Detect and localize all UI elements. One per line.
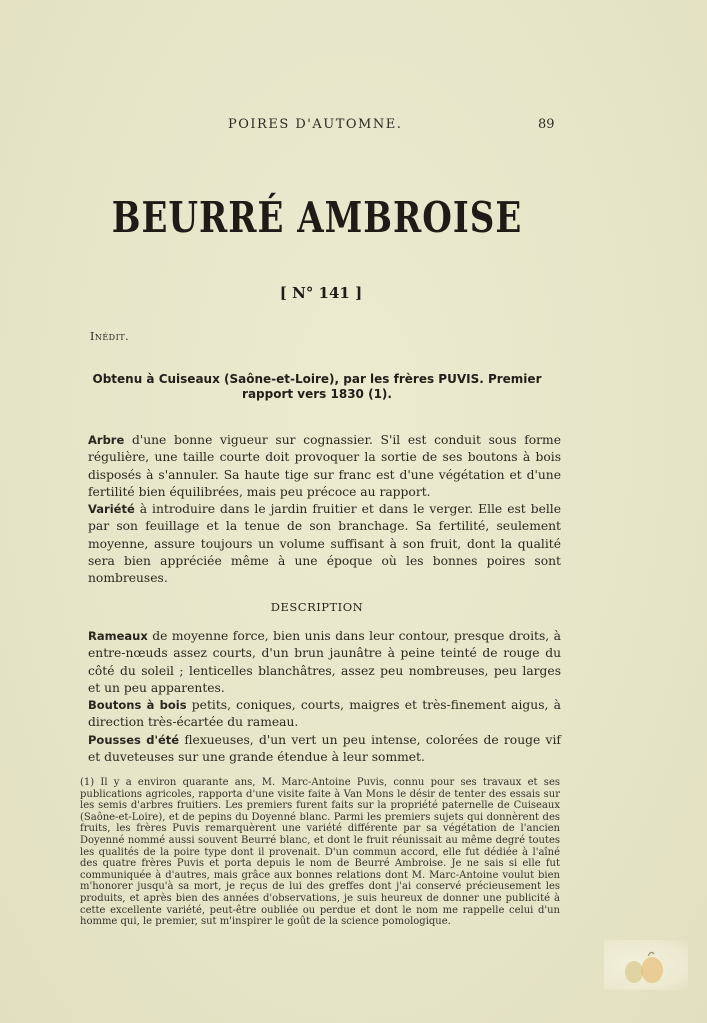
obtention-note: Obtenu à Cuiseaux (Saône-et-Loire), par les frères PUVIS. Premier rapport vers 1830 (1). [92,372,542,401]
page-number: 89 [538,117,555,132]
paragraph-pousses [88,732,561,767]
variety-number: [ N° 141 ] [279,284,363,302]
paragraph-text: d'une bonne vigueur sur cognassier. S'il est conduit sous forme régulière, une taille courte doit provoquer la sortie de ses boutons à bois disposés à s'annuler. Sa haute tige sur franc est d'une végétation et d'une fertilité bien équilibrées, mais peu précoce au rapport. [88,433,561,499]
lead-word: Variété [88,502,135,516]
paragraph-text: flexueuses, d'un vert un peu intense, colorées de rouge vif et duveteuses sur une grande étendue à leur sommet. [88,733,561,765]
paragraph-text: à introduire dans le jardin fruitier et dans le verger. Elle est belle par son feuillage et la tenue de son branchage. Sa fertilité, seulement moyenne, assure toujours un volume suffisant à son fruit, dont la qualité sera bien appréciée même à une époque où les bonnes poires sont nombreuses. [88,502,561,586]
paragraph-text: de moyenne force, bien unis dans leur contour, presque droits, à entre-nœuds assez courts, d'un brun jaunâtre à peine teinté de rouge du côté du soleil ; lenticelles blanchâtres, assez peu nombreuses, peu larges et un peu apparentes. [88,629,561,695]
running-title: POIRES D'AUTOMNE. [228,117,403,132]
running-header [0,117,707,137]
paragraph-rameaux [88,628,561,697]
footnote: (1) Il y a environ quarante ans, M. Marc-Antoine Puvis, connu pour ses travaux et ses publications agricoles, rapporta d'une visite faite à Van Mons le désir de tenter des essais sur les semis d'arbres fruitiers. Les premiers furent faits sur la propriété paternelle de Cuiseaux (Saône-et-Loire), et de pepins du Doyenné blanc. Parmi les premiers sujets qui donnèrent des fruits, les frères Puvis remarquèrent une variété différente par sa végétation de l'ancien Doyenné nommé aussi souvent Beurré blanc, et dont le fruit réunissait au même degré toutes les qualités de la poire type dont il provenait. D'un commun accord, elle fut dédiée à l'aîné des quatre frères Puvis et porta depuis le nom de Beurré Ambroise. Je ne sais si elle fut communiquée à d'autres, mais grâce aux bonnes relations dont M. Marc-Antoine voulut bien m'honorer jusqu'à sa mort, je reçus de lui des greffes dont j'ai conservé précieusement les produits, et après bien des années d'observations, je suis heureux de donner une publicité à cette excellente variété, peut-être oubliée ou perdue et dont le nom me rappelle celui d'un homme qui, le premier, sut m'inspirer le goût de la science pomologique. [80,777,560,928]
lead-word: Rameaux [88,629,148,643]
lead-word: Pousses d'été [88,733,180,747]
lead-word: Arbre [88,433,125,447]
paragraph-text: petits, coniques, courts, maigres et très-finement aigus, à direction très-écartée du rameau. [88,698,561,730]
paragraph-variete [88,501,561,587]
page-title: BEURRÉ AMBROISE [111,193,523,243]
pear-icon [604,940,688,990]
description-heading: DESCRIPTION [270,600,364,614]
status-label: Inédit. [90,330,130,343]
paragraph-boutons [88,697,561,732]
paragraph-arbre [88,432,561,501]
fruit-stamp-icon [604,940,688,990]
lead-word: Boutons à bois [88,698,187,712]
